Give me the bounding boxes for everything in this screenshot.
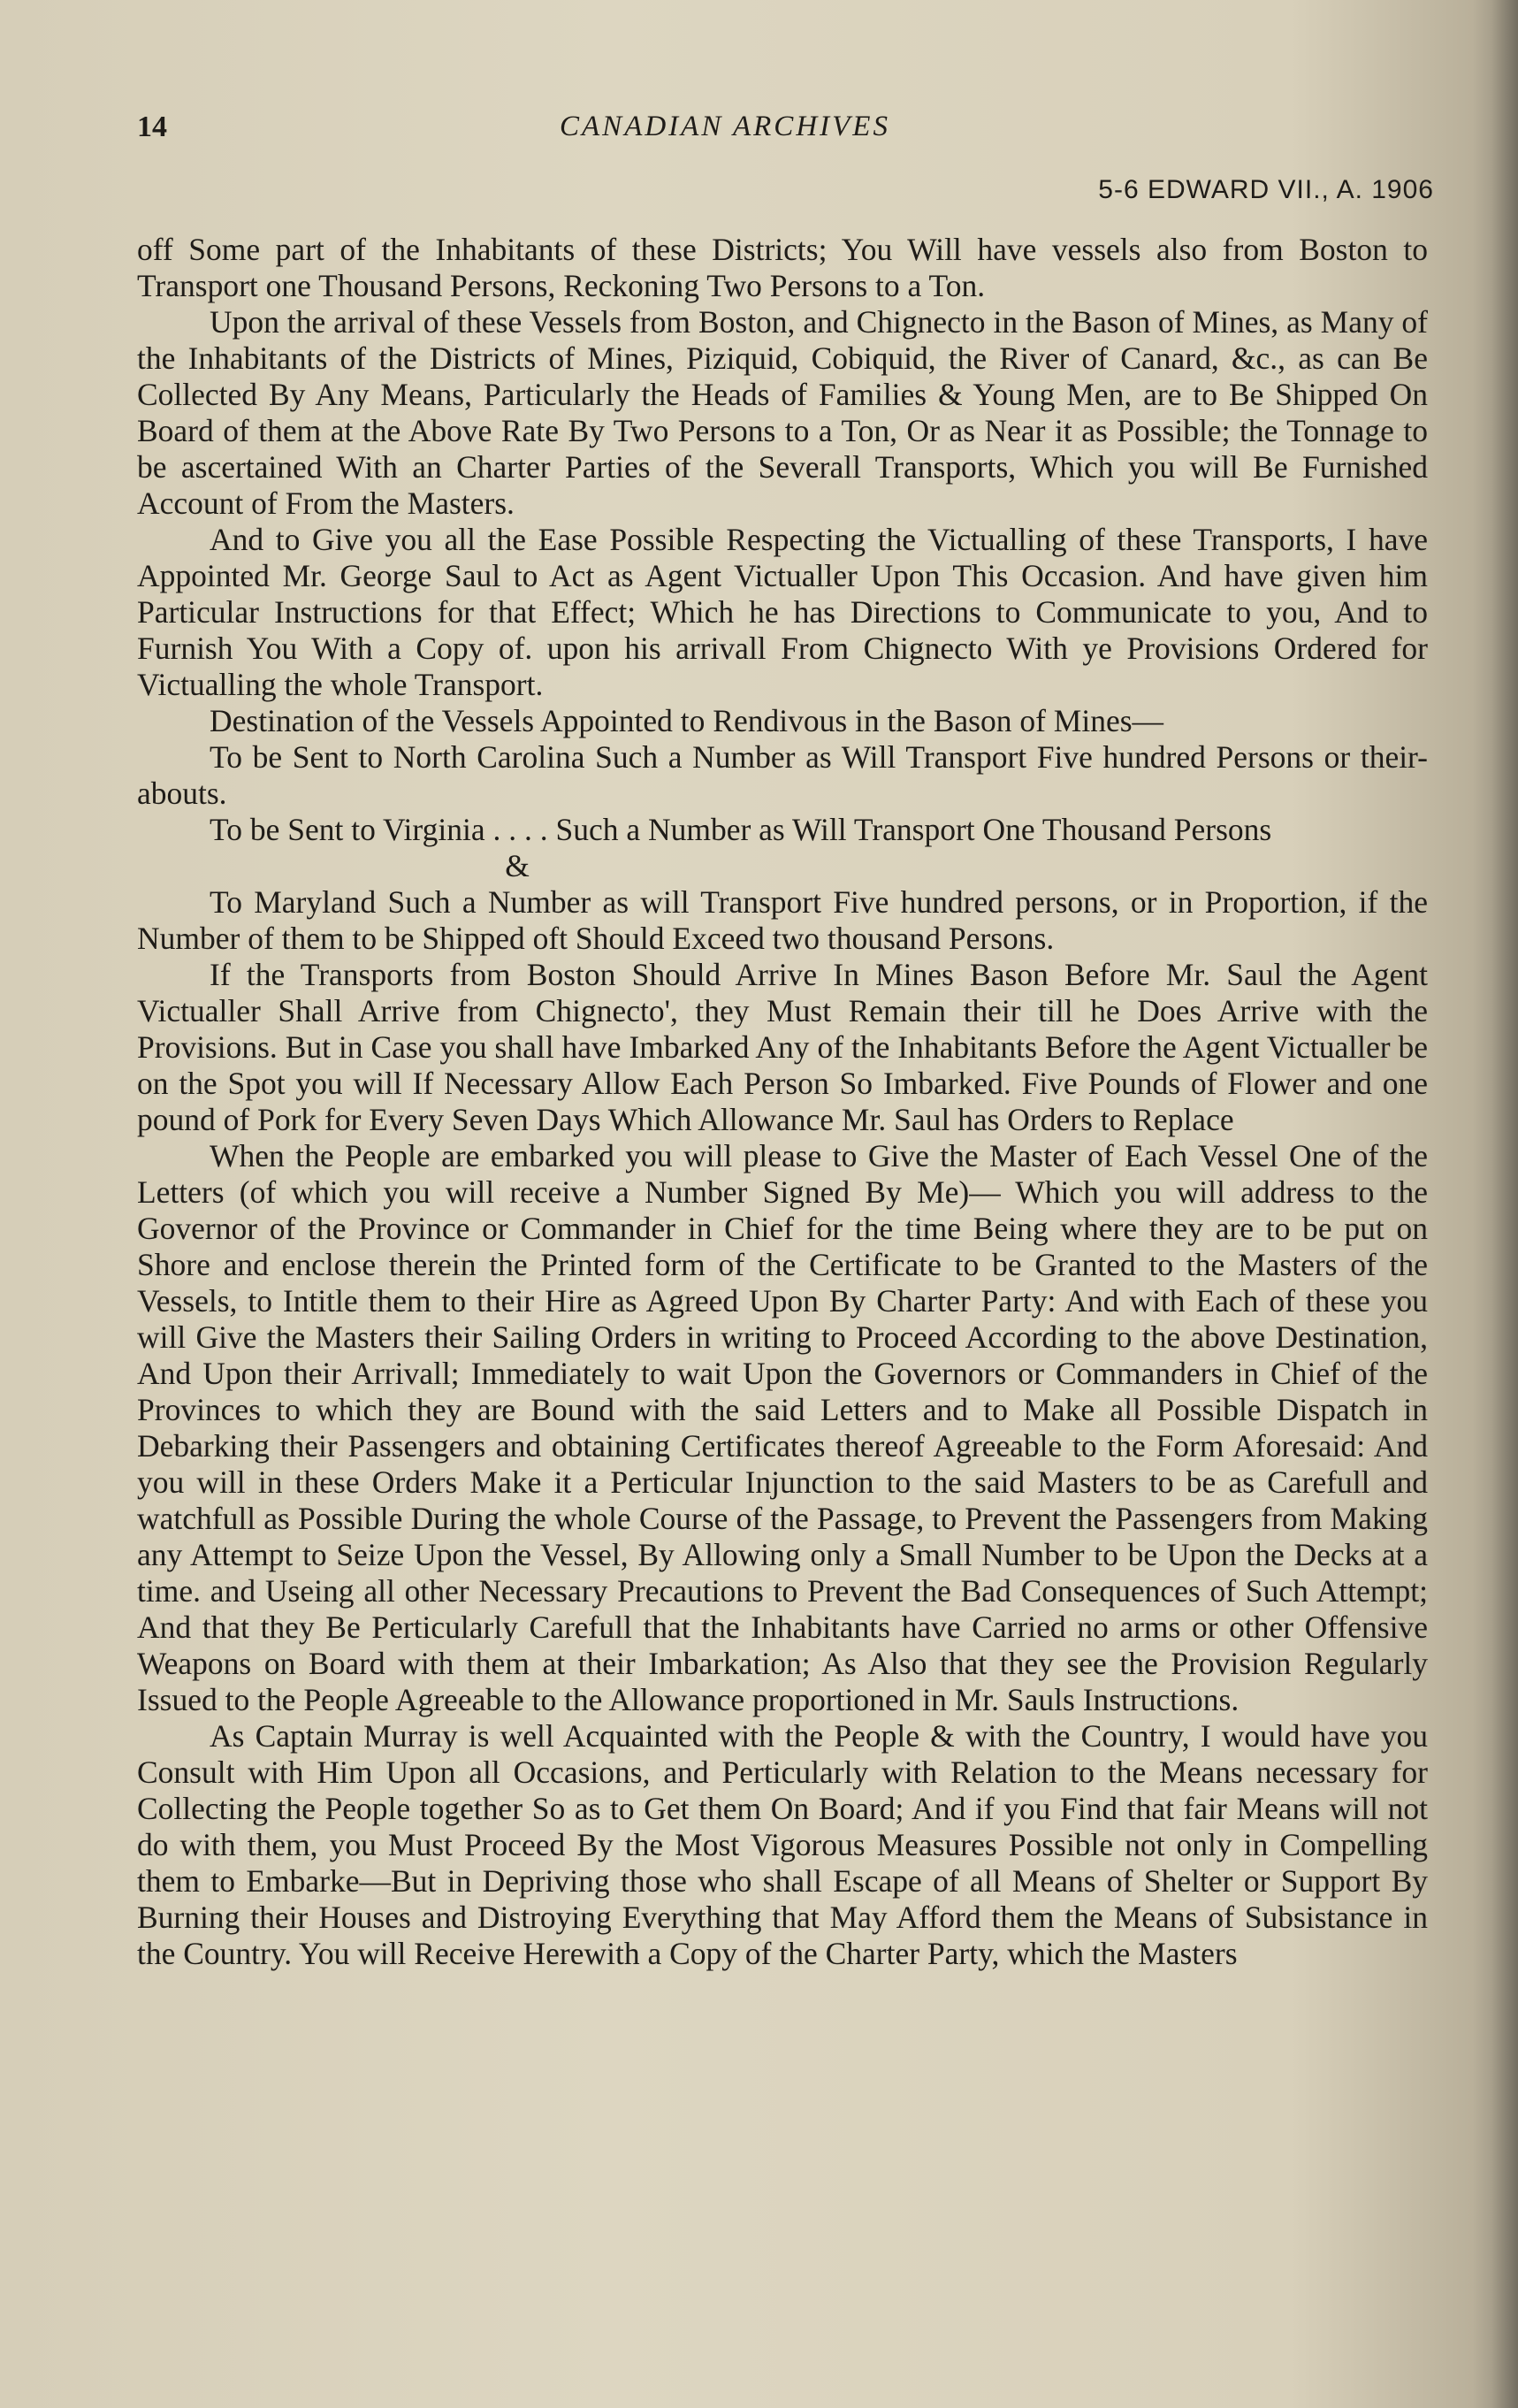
paragraph: When the People are embarked you will please to Give the Master of Each Vessel One of the Letters (of which you will receive a Number Signed By Me)— Which you will address to the Governor of the Province or Commander in Chief for the time Being where they are to be put on Shore and enclose therein the Printed form of the Certificate to be Granted to the Masters of the Vessels, to Intitle them to their Hire as Agreed Upon By Charter Party: And with Each of these you will Give the Masters their Sailing Orders in writing to Proceed According to the above Destination, And Upon their Arrivall; Immediately to wait Upon the Governors or Commanders in Chief of the Provinces to which they are Bound with the said Letters and to Make all Possible Dispatch in Debarking their Passengers and obtaining Certificates thereof Agreeable to the Form Aforesaid: And you will in these Orders Make it a Perticular Injunction to the said Masters to be as Carefull and watchfull as Possible During the whole Course of the Passage, to Prevent the Passengers from Making any Attempt to Seize Upon the Vessel, By Allowing only a Small Number to be Upon the Decks at a time. and Useing all other Necessary Precautions to Prevent the Bad Consequences of Such Attempt; And that they Be Perticularly Carefull that the Inhabitants have Carried no arms or other Offensive Weapons on Board with them at their Imbarkation; As Also that they see the Provision Regularly Issued to the People Agreeable to the Allowance proportioned in Mr. Sauls Instructions. <box>137 1138 1428 1717</box>
page-header <box>137 111 1410 164</box>
paragraph: And to Give you all the Ease Possible Respecting the Victualling of these Transports, I have Appointed Mr. George Saul to Act as Agent Victualler Upon This Occasion. And have given him Particular Instructions for that Effect; Which he has Directions to Communicate to you, And to Furnish You With a Copy of. upon his arrivall From Chignecto With ye Provisions Ordered for Victualling the whole Transport. <box>137 522 1428 702</box>
page-edge-shadow <box>1491 0 1518 2408</box>
paragraph: To be Sent to North Carolina Such a Number as Will Transport Five hundred Persons or their-abouts. <box>137 739 1428 811</box>
paragraph: off Some part of the Inhabitants of these Districts; You Will have vessels also from Boston to Transport one Thousand Persons, Reckoning Two Persons to a Ton. <box>137 232 1428 303</box>
body-text <box>137 232 1428 1972</box>
running-title: CANADIAN ARCHIVES <box>560 111 890 142</box>
paragraph: To be Sent to Virginia . . . . Such a Number as Will Transport One Thousand Persons <box>210 812 1272 847</box>
page-number: 14 <box>137 111 167 143</box>
paragraph: To Maryland Such a Number as will Transport Five hundred persons, or in Proportion, if the Number of them to be Shipped oft Should Exceed two thousand Persons. <box>137 884 1428 956</box>
session-reference: 5-6 EDWARD VII., A. 1906 <box>1098 175 1434 204</box>
paragraph: If the Transports from Boston Should Arrive In Mines Bason Before Mr. Saul the Agent Victualler Shall Arrive from Chignecto', they Must Remain their till he Does Arrive with the Provisions. But in Case you shall have Imbarked Any of the Inhabitants Before the Agent Victualler be on the Spot you will If Necessary Allow Each Person So Imbarked. Five Pounds of Flower and one pound of Pork for Every Seven Days Which Allowance Mr. Saul has Orders to Replace <box>137 957 1428 1137</box>
paragraph: As Captain Murray is well Acquainted with the People & with the Country, I would have you Consult with Him Upon all Occasions, and Perticularly with Relation to the Means necessary for Collecting the People together So as to Get them On Board; And if you Find that fair Means will not do with them, you Must Proceed By the Most Vigorous Measures Possible not only in Compelling them to Embarke—But in Depriving those who shall Escape of all Means of Shelter or Support By Burning their Houses and Distroying Everything that May Afford them the Means of Subsistance in the Country. You will Receive Herewith a Copy of the Charter Party, which the Masters <box>137 1718 1428 1971</box>
paragraph: Destination of the Vessels Appointed to Rendivous in the Bason of Mines— <box>210 703 1164 738</box>
paragraph: Upon the arrival of these Vessels from Boston, and Chignecto in the Bason of Mines, as Many of the Inhabitants of the Districts of Mines, Piziquid, Cobiquid, the River of Canard, &c., as can Be Collected By Any Means, Particularly the Heads of Families & Young Men, are to Be Shipped On Board of them at the Above Rate By Two Persons to a Ton, Or as Near it as Possible; the Tonnage to be ascertained With an Charter Parties of the Severall Transports, Which you will Be Furnished Account of From the Masters. <box>137 304 1428 521</box>
paragraph-separator: & <box>505 848 530 883</box>
